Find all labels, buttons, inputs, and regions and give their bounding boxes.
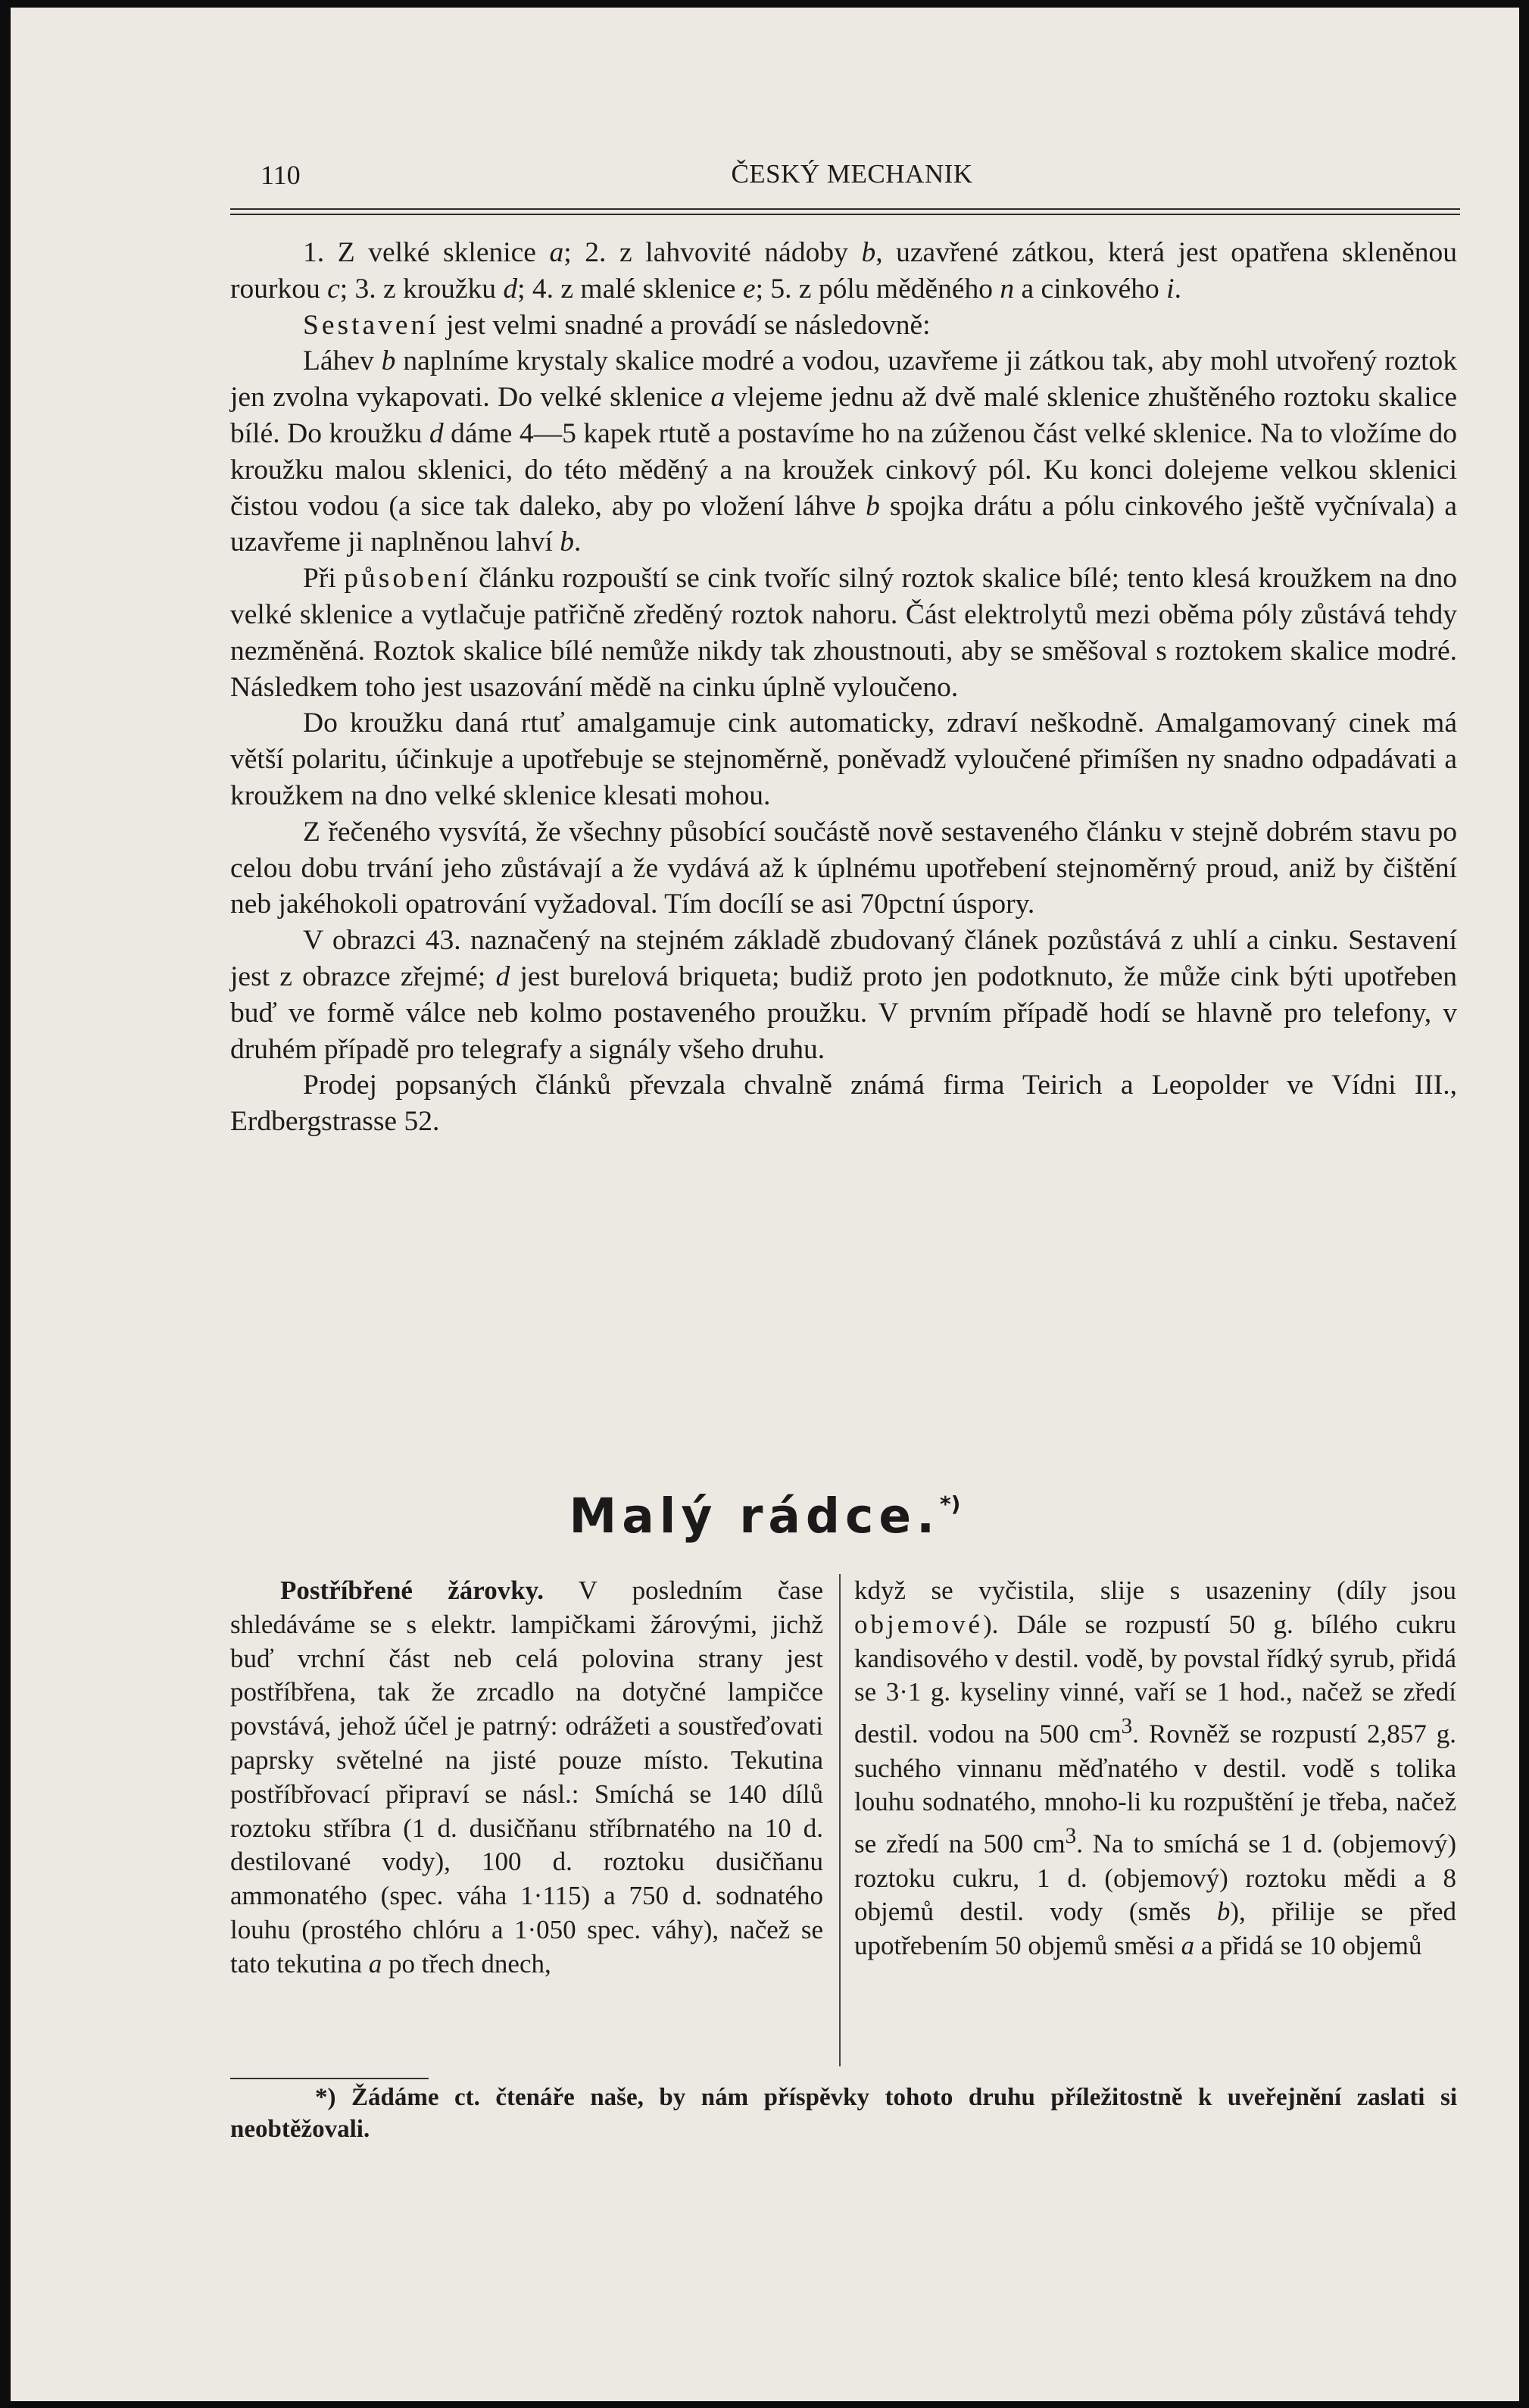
entry-title: Postříbřené žárovky. [280, 1576, 544, 1605]
section-heading: Malý rádce.*) [569, 1488, 961, 1544]
paragraph-conclusion: Z řečeného vysvítá, že všechny působící součástě nově sestaveného článku v stejně dobrém stavu po celou dobu trvání jeho zůstávají a že vydává až k úplnému upotřebení stejnoměrný proud, aniž by čištění neb jakéhokoli opatrování vyžadoval. Tím docílí se asi 70pctní úspory. [230, 816, 1457, 920]
header-rule [230, 208, 1460, 215]
footnote: *) Žádáme ct. čtenáře naše, by nám příspěvky tohoto druhu příležitostně k uveřejnění zaslati si neobtěžovali. [230, 2084, 1457, 2143]
column-right [854, 1574, 1456, 1963]
footnote-rule [230, 2078, 429, 2079]
column-divider [839, 1574, 841, 2066]
paragraph-silvering-continued: když se vyčistila, slije s usazeniny (díly jsou objemové). Dále se rozpustí 50 g. bílého cukru kandisového v destil. vodě, by povstal řídký syrub, přidá se 3·1 g. kyseliny vinné, vaří se 1 hod., načež se zředí destil. vodou na 500 $cm^3$. Rovněž se rozpustí 2,857 g. suchého vinnanu měďnatého v destil. vodě s tolika louhu sodnatého, mnoho-li ku rozpuštění je třeba, načež se zředí na 500 $cm^3$. Na to smíchá se 1 d. (objemový) roztoku cukru, 1 d. (objemový) roztoku mědi a 8 objemů destil. vody (směs b), přilije se před upotřebením 50 objemů směsi a a přidá se 10 objemů [854, 1576, 1457, 1961]
paragraph-assembly-intro: Sestavení jest velmi snadné a provádí se následovně: [303, 309, 931, 341]
page [11, 8, 1519, 2401]
paragraph-mercury: Do kroužku daná rtuť amalgamuje cink automaticky, zdraví neškodně. Amalgamovaný cinek má větší polaritu, účinkuje a upotřebuje se stejnoměrně, poněvadž vyloučené přimíšen ny snadno odpadávati a kroužkem na dno velké sklenice klesati mohou. [230, 707, 1457, 811]
article-body [230, 235, 1457, 1140]
paragraph-figure-43: V obrazci 43. naznačený na stejném základě zbudovaný článek pozůstává z uhlí a cinku. Sestavení jest z obrazce zřejmé; d jest burelová briqueta; budiž proto jen podotknuto, že může cink býti upotřeben buď ve formě válce neb kolmo postaveného proužku. V prvním případě hodí se hlavně pro telefony, v druhém případě pro telegrafy a signály všeho druhu. [230, 925, 1457, 1065]
journal-title: ČESKÝ MECHANIK [731, 159, 973, 189]
paragraph-silvered-bulbs: Postříbřené žárovky. V posledním čase shledáváme se s elektr. lampičkami žárovými, jichž buď vrchní část neb celá polovina strany jest postříbřena, tak že zrcadlo na dotyčné lampičce povstává, jehož účel je patrný: odrážeti a soustřeďovati paprsky světelné na jisté pouze místo. Tekutina postříbřovací připraví se násl.: Smíchá se 140 dílů roztoku stříbra (1 d. dusičňanu stříbrnatého na 10 d. destilované vody), 100 d. roztoku dusičňanu ammonatého (spec. váha 1·115) a 750 d. sodnatého louhu (prostého chlóru a 1·050 spec. váhy), načež se tato tekutina a po třech dnech, [230, 1576, 823, 1979]
running-head [261, 159, 1443, 205]
paragraph-assembly-steps: Láhev b naplníme krystaly skalice modré a vodou, uzavřeme ji zátkou tak, aby mohl utvořený roztok jen zvolna vykapovati. Do velké sklenice a vlejeme jednu až dvě malé sklenice zhuštěného roztoku skalice bílé. Do kroužku d dáme 4—5 kapek rtutě a postavíme ho na zúženou část velké sklenice. Na to vložíme do kroužku malou sklenici, do této měděný a na kroužek cinkový pól. Ku konci dolejeme velkou sklenici čistou vodou (a sice tak daleko, aby po vložení láhve b spojka drátu a pólu cinkového ještě vyčnívala) a uzavřeme ji naplněnou lahví b. [230, 345, 1458, 558]
footnote-marker: *) [940, 1491, 961, 1516]
paragraph-parts-list: 1. Z velké sklenice a; 2. z lahvovité nádoby b, uzavřené zátkou, která jest opatřena skleněnou rourkou c; 3. z kroužku d; 4. z malé sklenice e; 5. z pólu měděného n a cinkového i. [230, 237, 1457, 305]
paragraph-operation: Při působení článku rozpouští se cink tvoříc silný roztok skalice bílé; tento klesá kroužkem na dno velké sklenice a vytlačuje patřičně zředěný roztok nahoru. Část elektrolytů mezi oběma póly zůstává tehdy nezměněná. Roztok skalice bílé nemůže nikdy tak zhoustnouti, aby se směšoval s roztokem skalice modré. Následkem toho jest usazování mědě na cinku úplně vyloučeno. [230, 563, 1457, 703]
column-left [230, 1574, 823, 1982]
page-number: 110 [261, 160, 301, 190]
paragraph-sales: Prodej popsaných článků převzala chvalně známá firma Teirich a Leopolder ve Vídni III., Erdbergstrasse 52. [230, 1070, 1457, 1138]
